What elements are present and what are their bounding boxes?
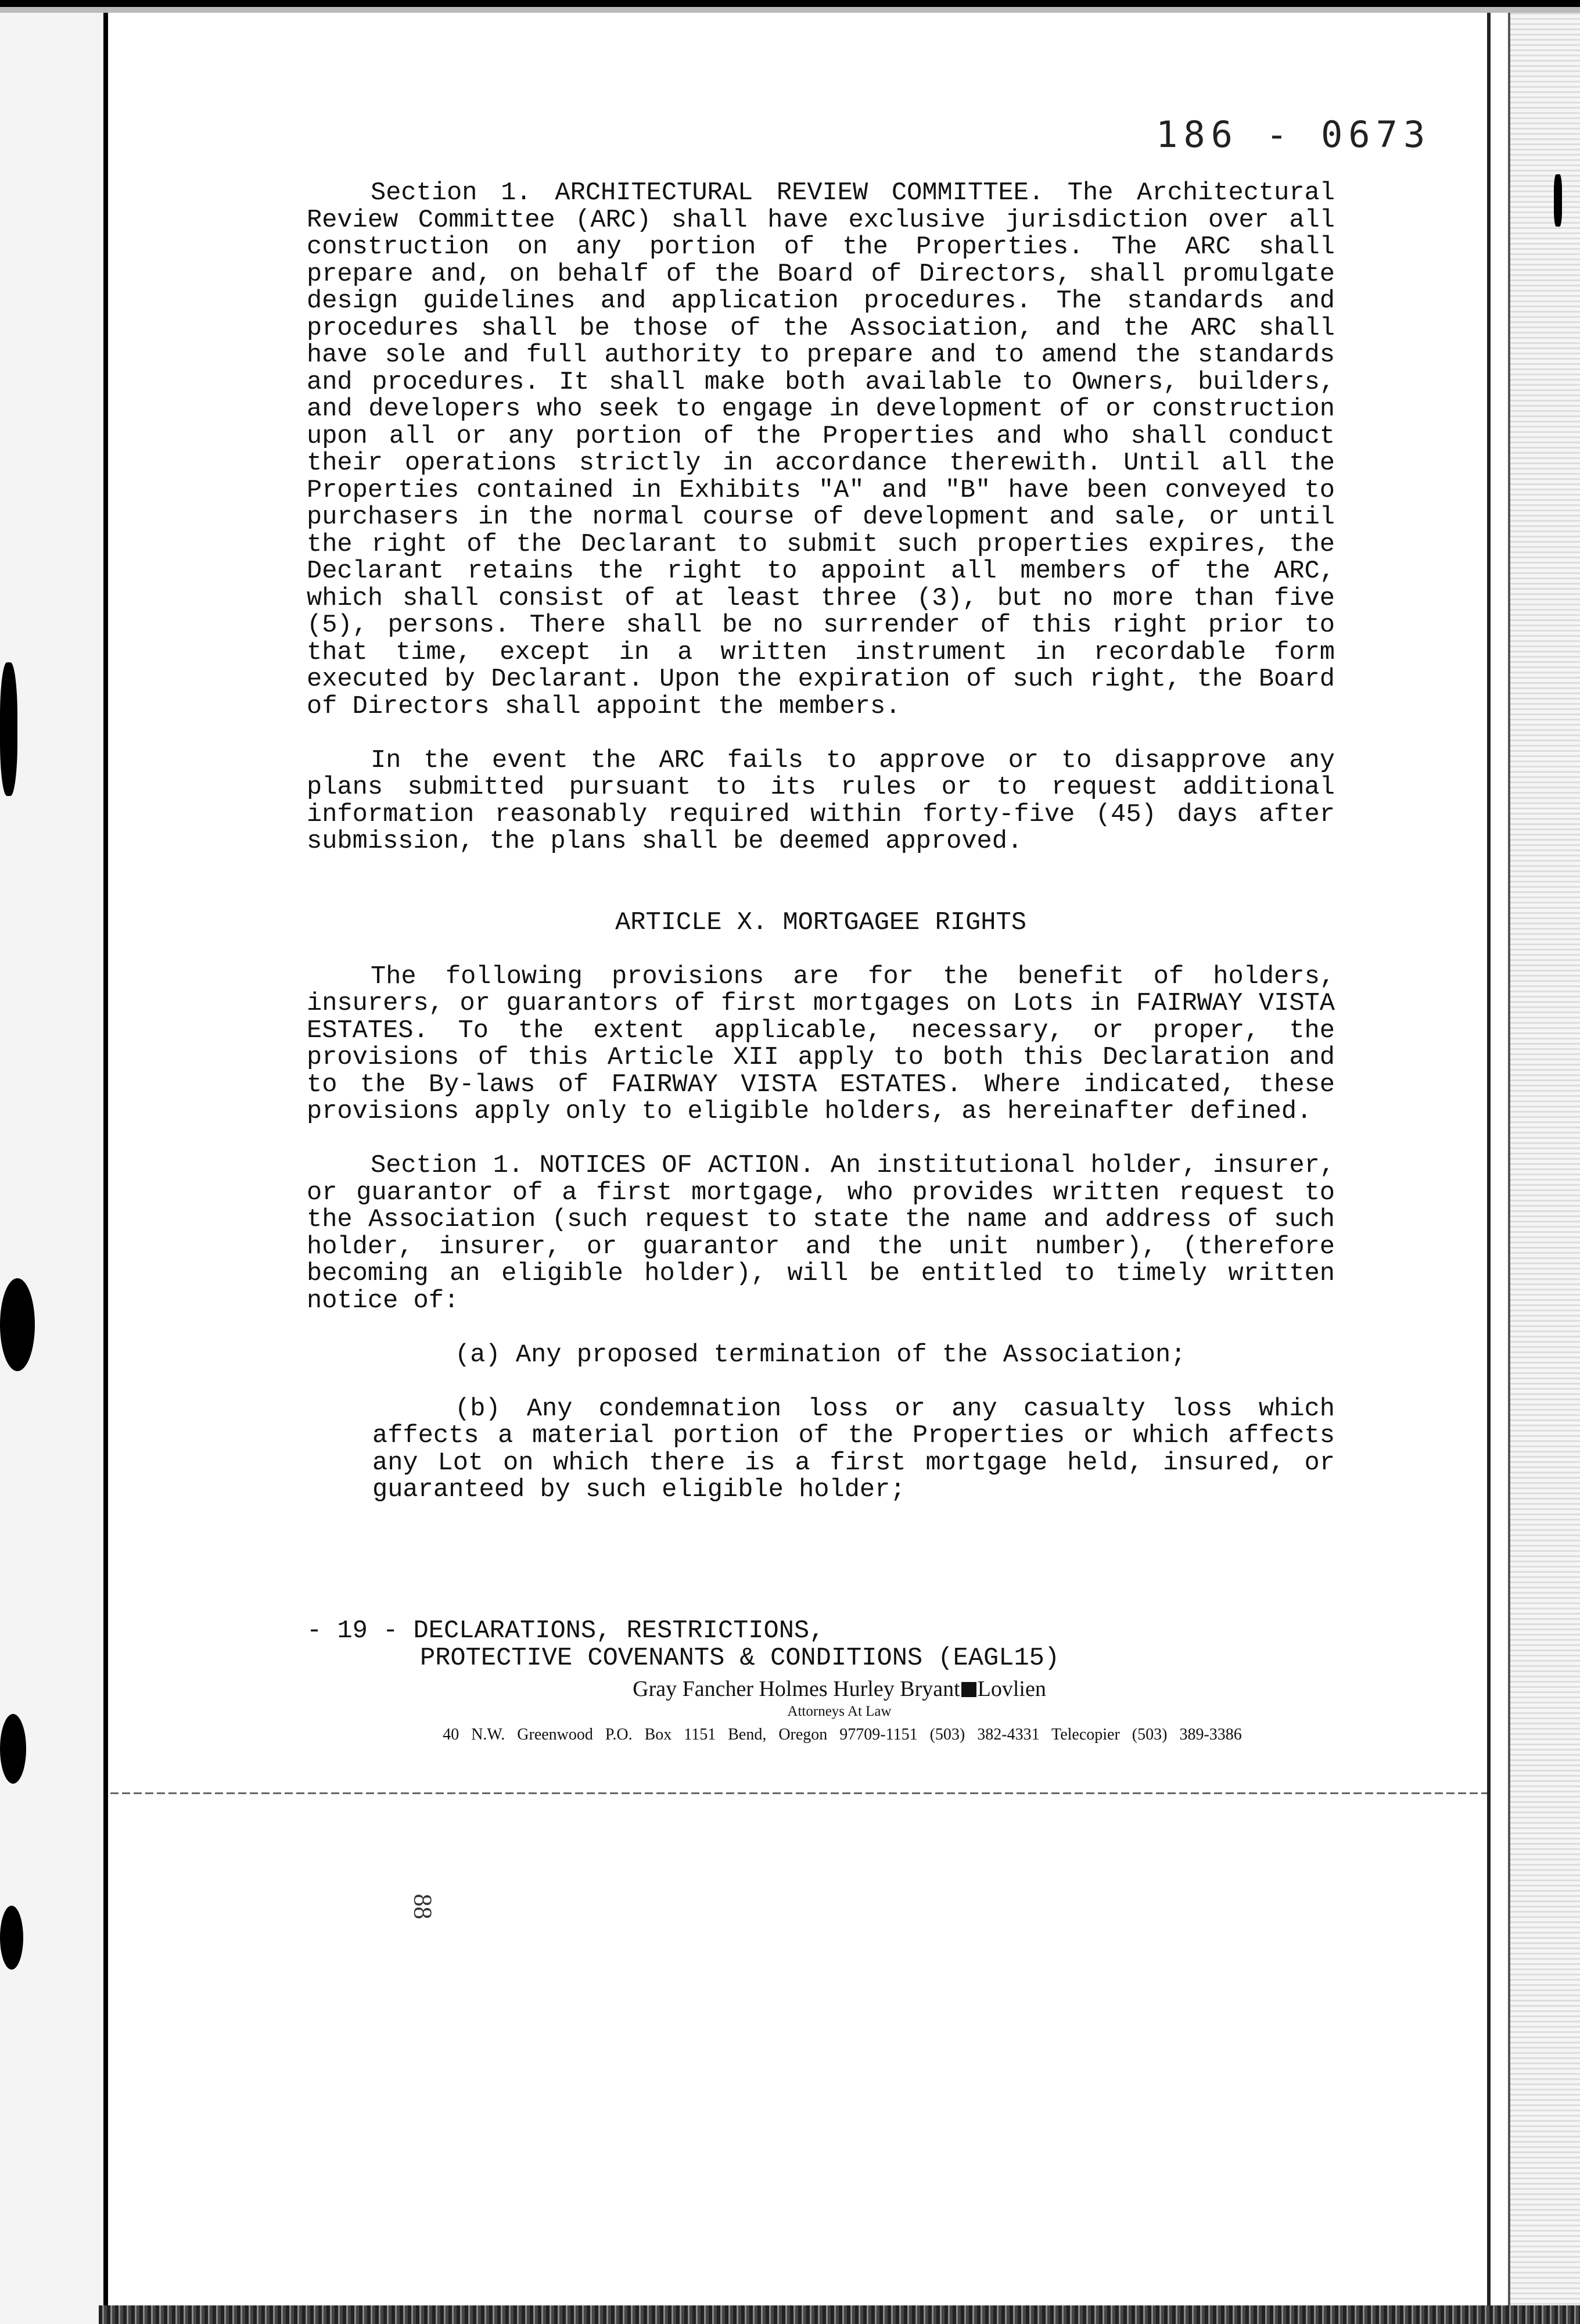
firm-subtitle: Attorneys At Law [787, 1703, 892, 1719]
handwritten-note: 88 [408, 1893, 437, 1920]
footer-divider [110, 1792, 1487, 1794]
page-stamp: 186 - 0673 [1156, 113, 1431, 156]
firm-name [0, 1676, 1580, 1702]
scan-bottom-edge [99, 2305, 1580, 2324]
scan-right-rule [1487, 13, 1491, 2308]
section-1-arc-paragraph: Section 1. ARCHITECTURAL REVIEW COMMITTEE. The Architectural Review Committee (ARC) shall have exclusive jurisdiction over all construction on any portion of the Properties. The ARC shall prepare and, on behalf of the Board of Directors, shall promulgate design guidelines and application procedures. The standards and procedures shall be those of the Association, and the ARC shall have sole and full authority to prepare and to amend the standards and procedures. It shall make both available to Owners, builders, and developers who seek to engage in development of or construction upon all or any portion of the Properties and who shall conduct their operations strictly in accordance therewith. Until all the Properties contained in Exhibits "A" and "B" have been conveyed to purchasers in the normal course of development and sale, or until the right of the Declarant to submit such properties expires, the Declarant retains the right to appoint all members of the ARC, which shall consist of at least three (3), but no more than five (5), persons. There shall be no surrender of this right prior to that time, except in a written instrument in recordable form executed by Declarant. Upon the expiration of such right, the Board of Directors shall appoint the members. [307, 179, 1335, 721]
document-body [307, 180, 1335, 1504]
scan-top-edge [0, 0, 1580, 13]
firm-name-right: Lovlien [977, 1677, 1046, 1701]
list-item-b: (b) Any condemnation loss or any casualty loss which affects a material portion of the Properties or which affects any Lot on which there is a first mortgage held, insured, or guaranteed by such eligible holder; [372, 1394, 1335, 1504]
scan-blot [1554, 174, 1562, 227]
scan-blot [0, 1278, 35, 1371]
firm-logo-square-icon [961, 1682, 976, 1697]
firm-name-left: Gray Fancher Holmes Hurley Bryant [633, 1677, 960, 1701]
scan-blot [0, 662, 17, 796]
section-1-notices-paragraph: Section 1. NOTICES OF ACTION. An institutional holder, insurer, or guarantor of a first mortgage, who provides written request to the Association (such request to state the name and address of such holder, insurer, or guarantor and the unit number), (therefore becoming an eligible holder), will be entitled to timely written notice of: [307, 1152, 1335, 1315]
scan-right-margin [1510, 13, 1580, 2308]
scan-left-margin [0, 13, 102, 2324]
article-intro-paragraph: The following provisions are for the benefit of holders, insurers, or guarantors of first mortgages on Lots in FAIRWAY VISTA ESTATES. To the extent applicable, necessary, or proper, the provisions of this Article XII apply to both this Declaration and to the By-laws of FAIRWAY VISTA ESTATES. Where indicated, these provisions apply only to eligible holders, as hereinafter defined. [307, 962, 1335, 1126]
list-item-a: (a) Any proposed termination of the Association; [455, 1340, 1186, 1369]
footer-line-1: - 19 - DECLARATIONS, RESTRICTIONS, [307, 1617, 825, 1645]
arc-approval-paragraph: In the event the ARC fails to approve or to disapprove any plans submitted pursuant to its rules or to request additional information reasonably required within forty-five (45) days after submission, the plans shall be deemed approved. [307, 746, 1335, 856]
footer-title [307, 1618, 1294, 1672]
footer-line-2: PROTECTIVE COVENANTS & CONDITIONS (EAGL15) [420, 1644, 1060, 1673]
scan-blot [0, 1714, 26, 1784]
firm-address: 40 N.W. Greenwood P.O. Box 1151 Bend, Oregon 97709-1151 (503) 382-4331 Telecopier (503) 389-3386 [443, 1726, 1242, 1744]
scan-left-rule [103, 13, 108, 2314]
article-heading: ARTICLE X. MORTGAGEE RIGHTS [615, 908, 1026, 937]
scan-blot [0, 1906, 23, 1970]
